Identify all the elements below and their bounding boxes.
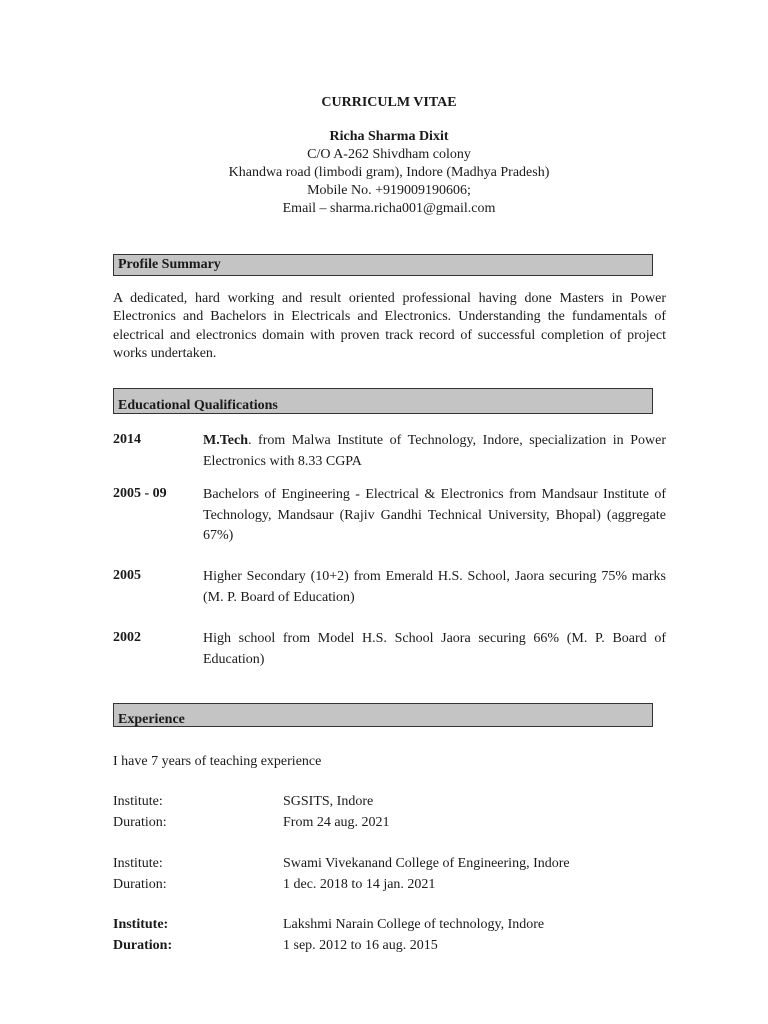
duration-value: 1 sep. 2012 to 16 aug. 2015 xyxy=(283,938,438,953)
institute-name: Swami Vivekanand College of Engineering, Indore xyxy=(283,856,570,871)
education-entry: Higher Secondary (10+2) from Emerald H.S. School, Jaora securing 75% marks (M. P. Board of Education) xyxy=(203,569,666,605)
mobile-number: Mobile No. +919009190606; xyxy=(307,183,471,198)
duration-label: Duration: xyxy=(113,815,167,830)
institute-label: Institute: xyxy=(113,917,169,932)
education-year: 2014 xyxy=(113,432,141,447)
duration-label: Duration: xyxy=(113,938,173,953)
education-detail: . from Malwa Institute of Technology, Indore, specialization in Power Electronics with 8.33 CGPA xyxy=(203,433,666,469)
duration-label: Duration: xyxy=(113,877,167,892)
education-year: 2002 xyxy=(113,630,141,645)
institute-label: Institute: xyxy=(113,794,163,809)
profile-summary-text: A dedicated, hard working and result oriented professional having done Masters in Power Electronics and Bachelors in Electricals and Electronics. Understanding the fundamentals of electrical and electronics domain with proven track record of successful completion of project works undertaken. xyxy=(113,291,666,361)
education-year: 2005 - 09 xyxy=(113,486,167,501)
duration-value: 1 dec. 2018 to 14 jan. 2021 xyxy=(283,877,436,892)
email-address: Email – sharma.richa001@gmail.com xyxy=(282,201,496,216)
address-line-2: Khandwa road (limbodi gram), Indore (Madhya Pradesh) xyxy=(228,165,550,180)
education-entry: Bachelors of Engineering - Electrical & Electronics from Mandsaur Institute of Technology, Mandsaur (Rajiv Gandhi Technical University, Bhopal) (aggregate 67%) xyxy=(203,487,666,543)
institute-name: SGSITS, Indore xyxy=(283,794,374,809)
address-line-1: C/O A-262 Shivdham colony xyxy=(307,147,471,162)
education-year: 2005 xyxy=(113,568,141,583)
duration-value: From 24 aug. 2021 xyxy=(283,815,390,830)
institute-label: Institute: xyxy=(113,856,163,871)
experience-summary: I have 7 years of teaching experience xyxy=(113,754,322,769)
profile-summary-heading: Profile Summary xyxy=(113,254,653,276)
candidate-name: Richa Sharma Dixit xyxy=(329,129,449,144)
education-entry: High school from Model H.S. School Jaora securing 66% (M. P. Board of Education) xyxy=(203,631,666,667)
education-entry xyxy=(203,431,666,472)
degree-name: M.Tech xyxy=(203,433,248,448)
institute-name: Lakshmi Narain College of technology, Indore xyxy=(283,917,545,932)
document-title: CURRICULM VITAE xyxy=(321,95,457,110)
experience-heading: Experience xyxy=(113,703,653,727)
education-heading: Educational Qualifications xyxy=(113,388,653,414)
